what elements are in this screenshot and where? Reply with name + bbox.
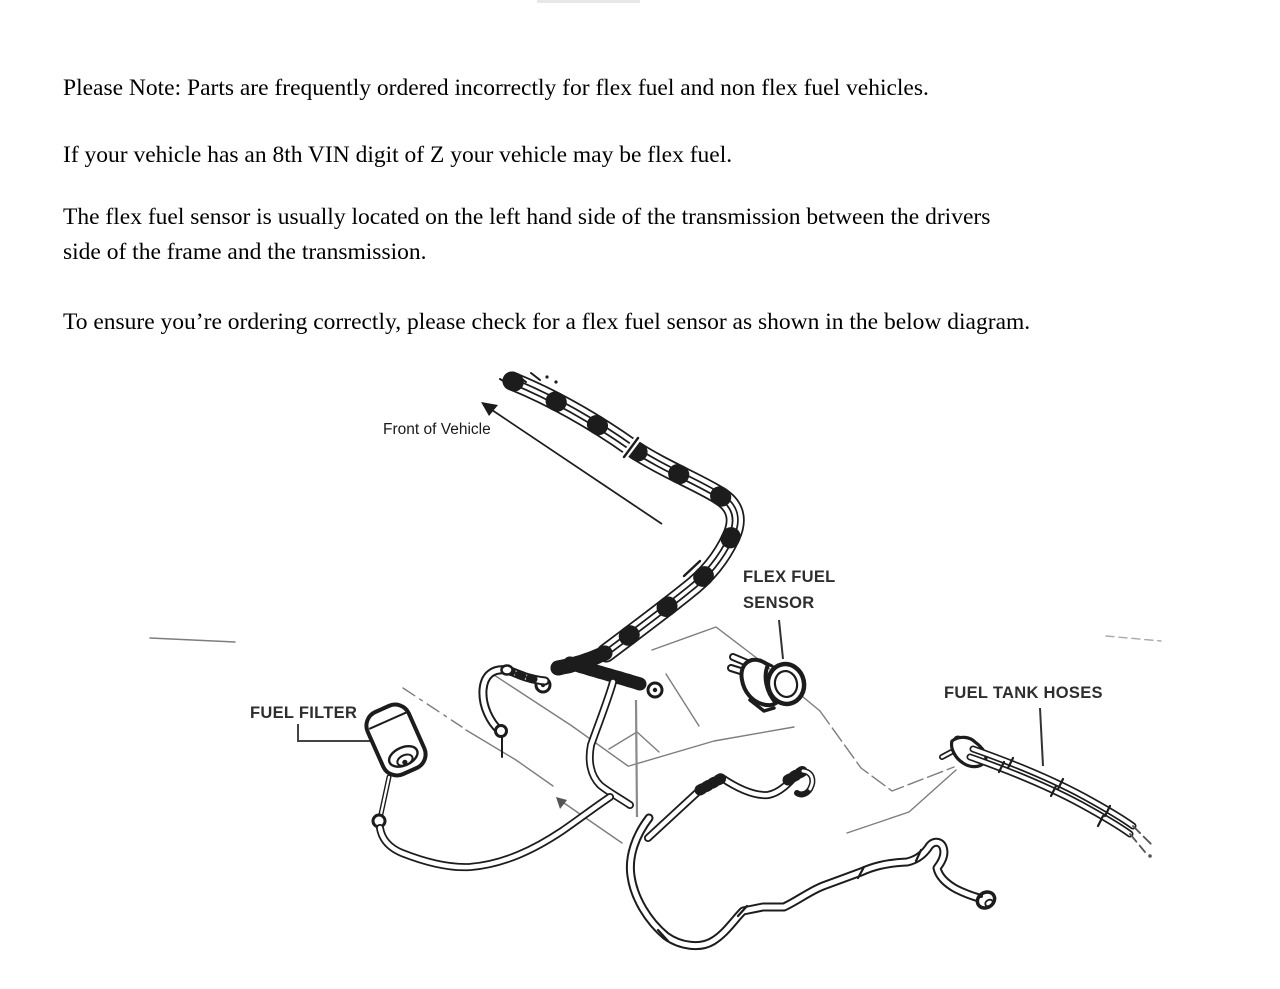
label-flex-fuel-sensor-line-1: FLEX FUEL [743, 568, 836, 586]
note-paragraph-2: If your vehicle has an 8th VIN digit of Z your vehicle may be flex fuel. [63, 142, 733, 168]
flex-fuel-sensor [731, 620, 808, 711]
cluster-down-tube [590, 682, 630, 805]
label-fuel-tank-hoses: FUEL TANK HOSES [944, 684, 1103, 702]
label-front-of-vehicle: Front of Vehicle [383, 421, 491, 438]
quick-connect-cluster [536, 653, 662, 697]
fuel-tank-hoses-group [942, 708, 1152, 858]
left-hose [483, 666, 545, 758]
zigzag-tube [648, 771, 812, 838]
flex-fuel-sensor-leader-line [779, 620, 783, 659]
note-paragraph-3-line-1: The flex fuel sensor is usually located on the left hand side of the transmission between the drivers [63, 204, 991, 230]
fuel-filter-leader-line [298, 724, 374, 741]
label-flex-fuel-sensor-line-2: SENSOR [743, 594, 815, 612]
fuel-line-bundle [500, 373, 735, 653]
hose-end-connector [974, 889, 997, 911]
filter-outlet-tube [380, 797, 610, 867]
bottom-fuel-hose [630, 818, 997, 946]
note-paragraph-3-line-2: side of the frame and the transmission. [63, 239, 427, 265]
fuel-tank-hoses-leader-line [1040, 708, 1043, 766]
vertical-reference-line [636, 700, 637, 817]
label-fuel-filter: FUEL FILTER [250, 704, 358, 722]
note-paragraph-1: Please Note: Parts are frequently ordered incorrectly for flex fuel and non flex fuel vehicles. [63, 75, 929, 101]
note-paragraph-4: To ensure you’re ordering correctly, please check for a flex fuel sensor as shown in the below diagram. [63, 309, 1031, 335]
frame-reference-lines [150, 627, 1161, 843]
